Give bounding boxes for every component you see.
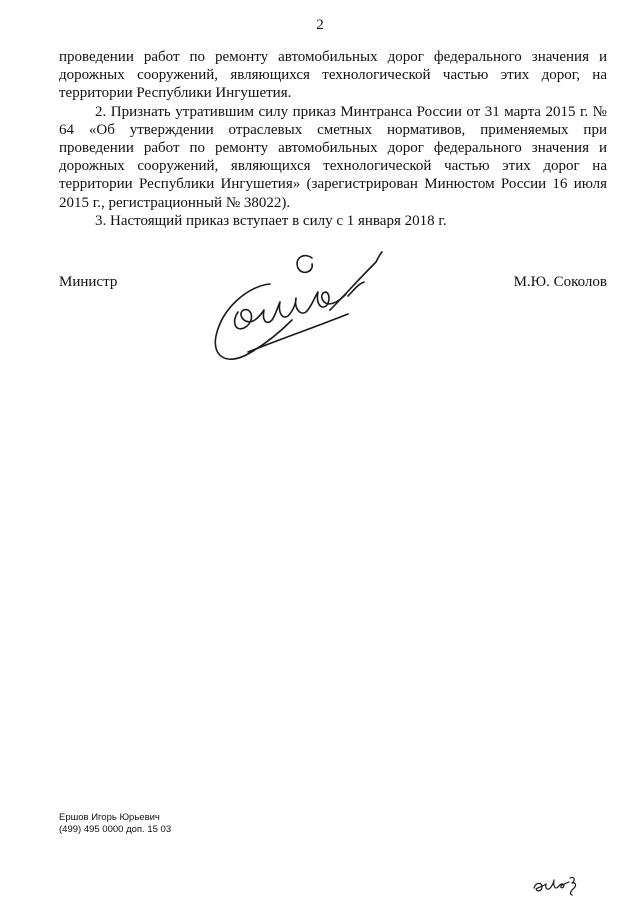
paragraph-continuation: проведении работ по ремонту автомобильных дорог федерального значения и дорожных сооружений, являющихся технологической частью этих дорог, на территории Республики Ингушетия.	[59, 49, 607, 102]
handwritten-initials	[530, 870, 586, 896]
page-number: 2	[316, 17, 324, 33]
executor-name: Ершов Игорь Юрьевич	[59, 812, 160, 823]
executor-phone: (499) 495 0000 доп. 15 03	[59, 824, 172, 835]
signatory-name: М.Ю. Соколов	[513, 274, 607, 290]
handwritten-signature	[208, 240, 390, 370]
paragraph-item-2: 2. Признать утратившим силу приказ Минтранса России от 31 марта 2015 г. № 64 «Об утверждении отраслевых сметных нормативов, применяемых при проведении работ по ремонту автомобильных дорог федерального значения и дорожных сооружений, являющихся технологической частью этих дорог на территории Республики Ингушетия» (зарегистрирован Минюстом России 16 июля 2015 г., регистрационный № 38022).	[59, 103, 607, 211]
signatory-title: Министр	[59, 274, 118, 290]
executor-contact	[59, 812, 171, 836]
document-body	[59, 48, 607, 230]
paragraph-item-3: 3. Настоящий приказ вступает в силу с 1 января 2018 г.	[95, 212, 447, 229]
